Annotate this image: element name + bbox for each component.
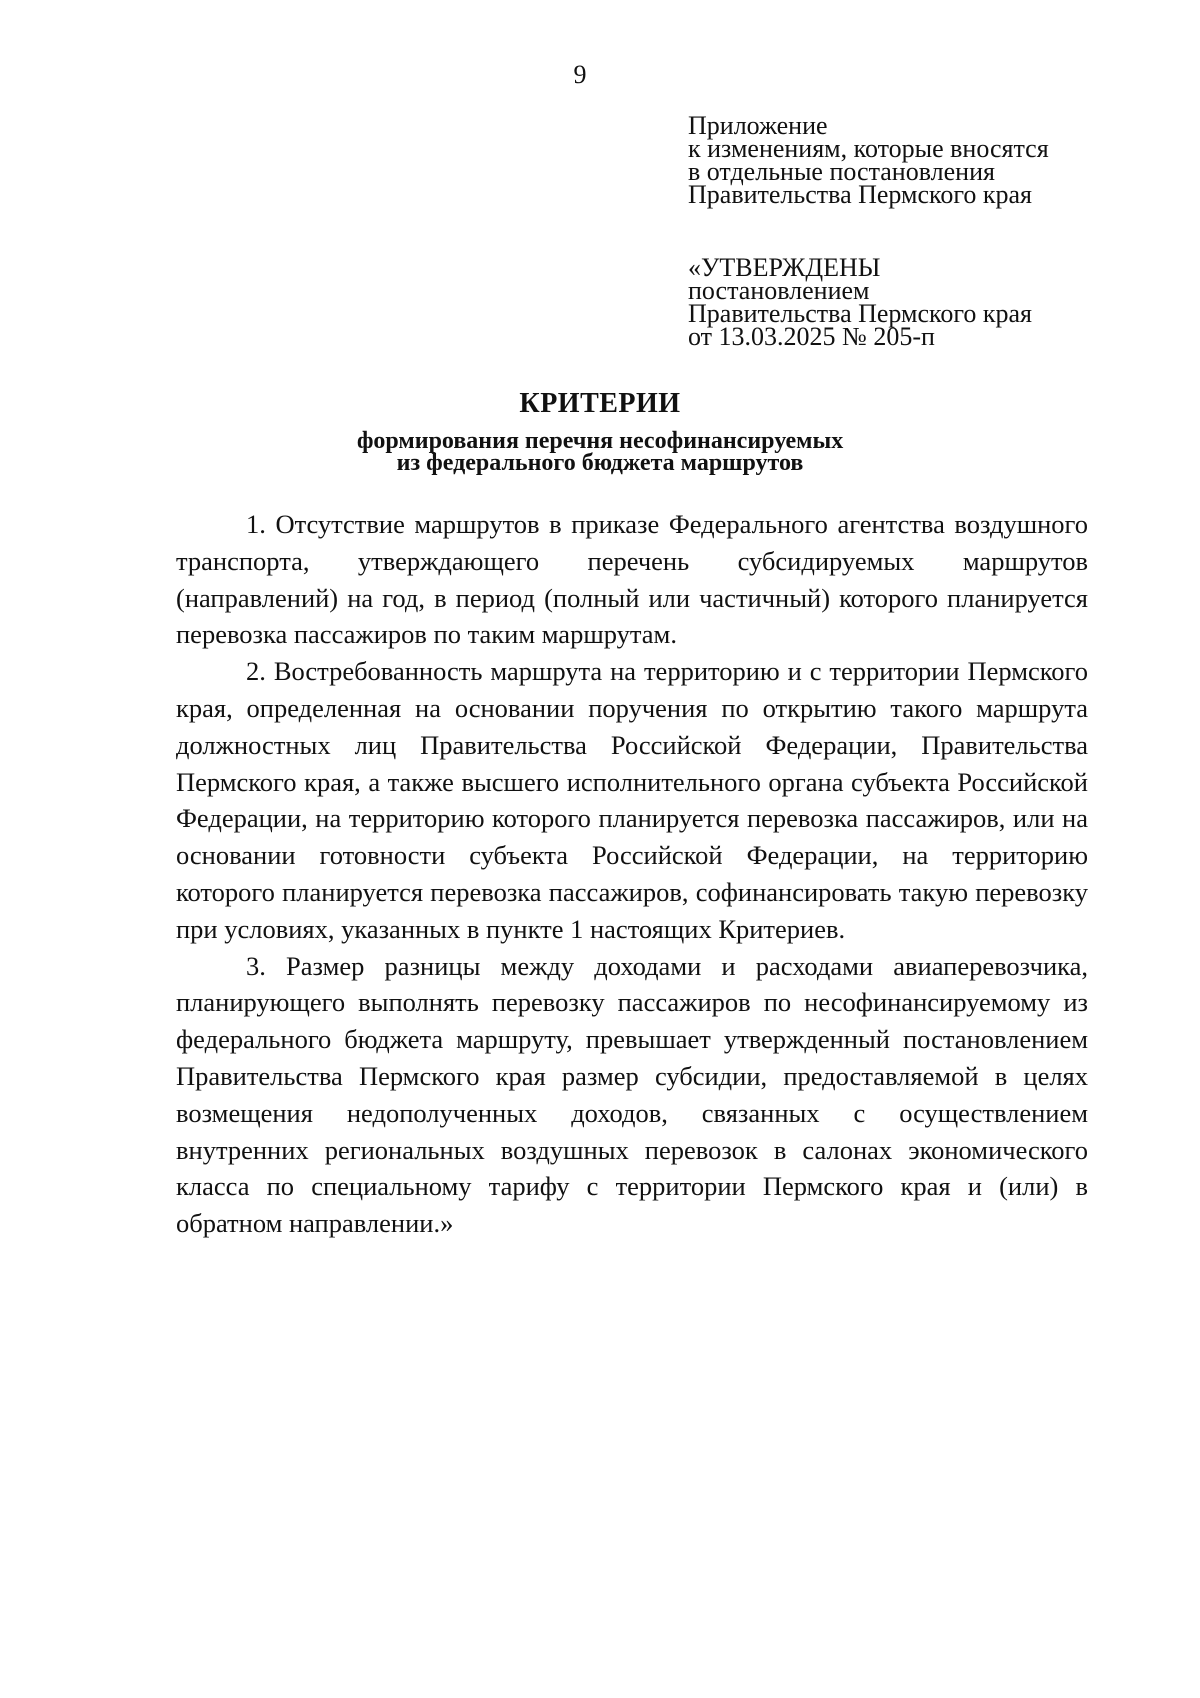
subtitle-line: из федерального бюджета маршрутов (396, 450, 804, 476)
approved-line: от 13.03.2025 № 205-п (688, 322, 935, 351)
criterion-paragraph (176, 506, 1088, 653)
appendix-header (688, 111, 1168, 209)
appendix-line: Приложение (688, 111, 828, 140)
approved-line: Правительства Пермского края (688, 299, 1032, 328)
subtitle-line: формирования перечня несофинансируемых (356, 428, 844, 454)
criterion-paragraph (176, 653, 1088, 947)
paragraph-text: Востребованность маршрута на территорию и с территории Пермского края, определенная на основании поручения по открытию такого маршрута должностных лиц Правительства Российской Федерации, Правительства Пермского края, а также высшего исполнительного органа субъекта Российской Федерации, на территорию которого планируется перевозка пассажиров, или на основании готовности субъекта Российской Федерации, на территорию которого планируется перевозка пассажиров, софинансировать такую перевозку при условиях, указанных в пункте 1 настоящих Критериев. (176, 656, 1088, 944)
document-subtitle (0, 430, 1200, 474)
appendix-line: в отдельные постановления (688, 157, 995, 186)
document-title: КРИТЕРИИ (519, 388, 681, 419)
approval-stamp-text (688, 253, 1168, 351)
paragraph-number: 3. (246, 950, 266, 981)
approved-line: «УТВЕРЖДЕНЫ (688, 253, 881, 282)
criterion-paragraph (176, 948, 1088, 1242)
appendix-line: к изменениям, которые вносятся (688, 134, 1049, 163)
approved-line: постановлением (688, 276, 870, 305)
criteria-body (176, 506, 1088, 1242)
paragraph-text: Размер разницы между доходами и расходами авиаперевозчика, планирующего выполнять перевозку пассажиров по несофинансируемому из федерального бюджета маршруту, превышает утвержденный постановлением Правительства Пермского края размер субсидии, предоставляемой в целях возмещения недополученных доходов, связанных с осуществлением внутренних региональных воздушных перевозок в салонах экономического класса по специальному тарифу с территории Пермского края и (или) в обратном направлении.» (176, 950, 1088, 1239)
appendix-line: Правительства Пермского края (688, 180, 1032, 209)
paragraph-text: Отсутствие маршрутов в приказе Федерального агентства воздушного транспорта, утверждающего перечень субсидируемых маршрутов (направлений) на год, в период (полный или частичный) которого планируется перевозка пассажиров по таким маршрутам. (176, 509, 1088, 650)
page-number: 9 (573, 60, 587, 89)
paragraph-number: 2. (246, 656, 266, 687)
paragraph-number: 1. (246, 509, 266, 539)
